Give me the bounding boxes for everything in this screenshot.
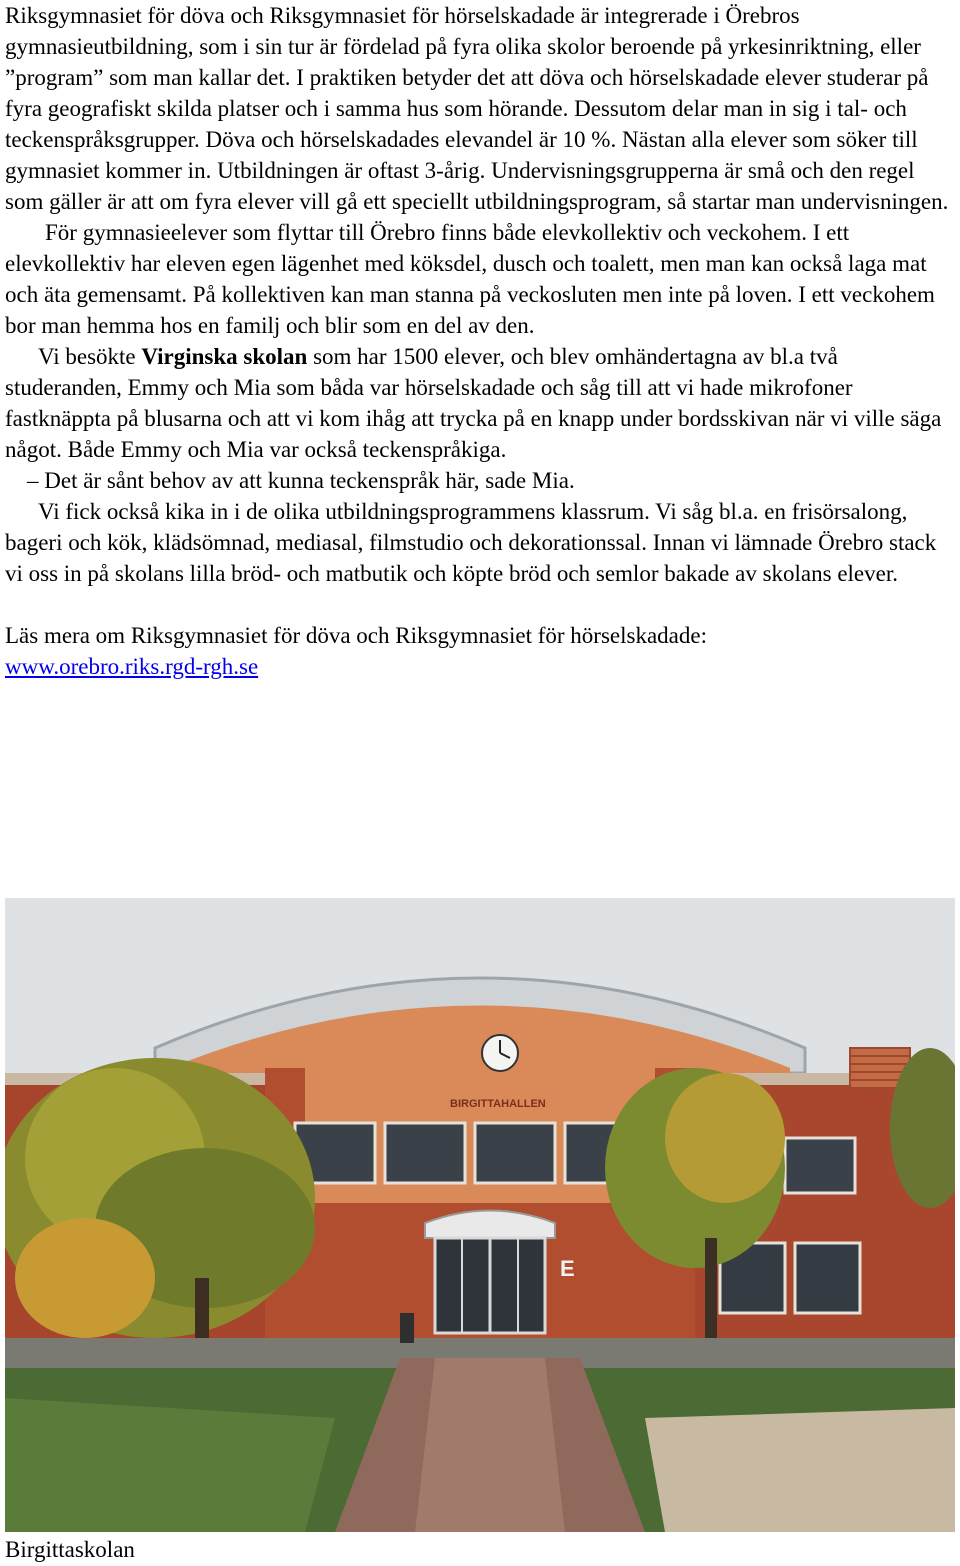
paragraph-housing: För gymnasieelever som flyttar till Örebro finns både elevkollektiv och veckohem. I ett elevkollektiv har eleven egen lägenhet med köksdel, dusch och toalett, men man kan också laga mat och äta gemensamt. På kollektiven kan man stanna på veckosluten men inte på loven. I ett veckohem bor man hemma hos en familj och blir som en del av den. (5, 220, 935, 338)
paragraph-intro: Riksgymnasiet för döva och Riksgymnasiet för hörselskadade är integrerade i Örebros gymnasieutbildning, som i sin tur är fördelad på fyra olika skolor beroende på yrkesinriktning, eller ”program” som man kallar det. I praktiken betyder det att döva och hörselskadade elever studerar på fyra geografiskt skilda platser och i samma hus som hörande. Dessutom delar man in sig i tal- och teckenspråksgrupper. Döva och hörselskadades elevandel är 10 %. Nästan alla elever som söker till gymnasiet kommer in. Utbildningen är oftast 3-årig. Undervisningsgrupperna är små och den regel som gäller är att om fyra elever vill gå ett speciellt utbildningsprogram, så startar man undervisningen. (5, 3, 949, 214)
paragraph-classrooms: Vi fick också kika in i de olika utbildningsprogrammens klassrum. Vi såg bl.a. en frisörsalong, bageri och kök, klädsömnad, mediasal, filmstudio och dekorationssal. Innan vi lämnade Örebro stack vi oss in på skolans lilla bröd- och matbutik och köpte bröd och semlor bakade av skolans elever. (5, 499, 937, 586)
school-name-bold: Virginska skolan (141, 344, 308, 369)
article-body (5, 0, 955, 682)
website-link[interactable]: www.orebro.riks.rgd-rgh.se (5, 654, 259, 679)
door-letter: E (560, 1256, 575, 1281)
paragraph-read-more: Läs mera om Riksgymnasiet för döva och Riksgymnasiet för hörselskadade: (5, 623, 707, 648)
paragraph-quote: – Det är sånt behov av att kunna teckenspråk här, sade Mia. (27, 468, 575, 493)
school-photo (5, 898, 955, 1532)
visit-text-start: Vi besökte (38, 344, 142, 369)
photo-caption: Birgittaskolan (5, 1537, 135, 1562)
building-sign: BIRGITTAHALLEN (450, 1098, 546, 1110)
visit-text-end: som har 1500 elever, och blev omhändertagna av bl.a två studeranden, Emmy och Mia som båda var hörselskadade och såg till att vi hade mikrofoner fastknäppta på blusarna och att vi kom ihåg att trycka på en knapp under bordsskivan när vi ville säga något. Både Emmy och Mia var också teckenspråkiga. (5, 344, 942, 462)
school-building-image (5, 898, 955, 1532)
paragraph-visit (5, 341, 955, 465)
spacer (5, 589, 955, 620)
link-line (5, 651, 955, 682)
